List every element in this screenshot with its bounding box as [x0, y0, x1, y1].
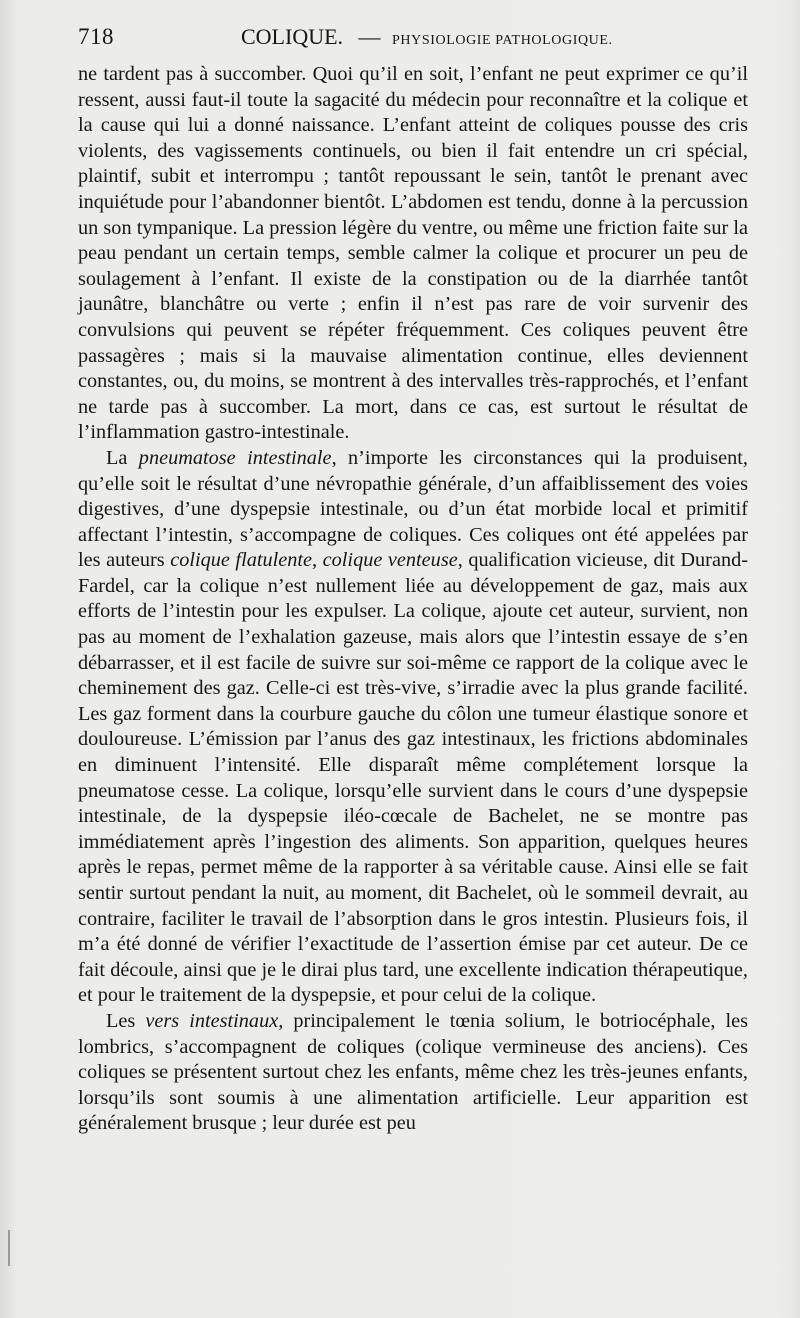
text-run: La: [106, 446, 139, 469]
italic-term: pneumatose intestinale: [138, 446, 332, 469]
italic-term: colique flatulente: [170, 549, 313, 572]
paragraph-p2: [78, 446, 748, 1009]
page-number: 718: [78, 24, 114, 49]
text-run: , qualification vicieuse, dit Durand-Fardel, car la colique n’est nullement liée au développement de gaz, mais aux efforts de l’intestin pour les expulser. La colique, ajoute cet auteur, survient, non pas au moment de l’exhalation gazeuse, mais alors que l’intestin essaye de s’en débarrasser, et il est facile de suivre sur soi-même ce rapport de la colique avec le cheminement des gaz. Celle-ci est très-vive, s’irradie avec la plus grande facilité. Les gaz forment dans la courbure gauche du côlon une tumeur élastique sonore et douloureuse. L’émission par l’anus des gaz intestinaux, les frictions abdominales en diminuent l’intensité. Elle disparaît même complétement lorsque la pneumatose cesse. La colique, lorsqu’elle survient dans le cours d’une dyspepsie intestinale, de la dyspepsie iléo-cœcale de Bachelet, ne se montre pas immédiatement après l’ingestion des aliments. Son apparition, quelques heures après le repas, permet même de la rapporter à sa véritable cause. Ainsi elle se fait sentir surtout pendant la nuit, au moment, dit Bachelet, où le sommeil devrait, au contraire, faciliter le travail de l’absorption dans le gros intestin. Plusieurs fois, il m’a été donné de vérifier l’exactitude de l’assertion émise par cet auteur. De ce fait découle, ainsi que je le dirai plus tard, une excellente indication thérapeutique, et pour le traitement de la dyspepsie, et pour celui de la colique.: [78, 549, 748, 1007]
italic-term: colique venteuse: [322, 549, 458, 572]
text-run: , n’importe les circonstances qui la produisent, qu’elle soit le résultat d’une névropathie générale, d’un affaiblissement des voies digestives, d’une dyspepsie intestinale, ou d’un état morbide local et primitif affectant l’intestin, s’accompagne de coliques. Ces coliques ont été appelées par les auteurs: [78, 446, 749, 572]
italic-term: vers intestinaux: [145, 1009, 279, 1032]
text-run: , principalement le tœnia solium, le botriocéphale, les lombrics, s’accompagnent de coliques (colique vermineuse des anciens). Ces coliques se présentent surtout chez les enfants, même chez les très-jeunes enfants, lorsqu’ils sont soumis à une alimentation artificielle. Leur apparition est généralement brusque ; leur durée est peu: [78, 1009, 748, 1135]
running-head-dash: —: [358, 24, 381, 49]
page-header: [78, 24, 758, 54]
body-text: [78, 62, 748, 1137]
page-edge-mark: [8, 1230, 10, 1266]
paragraph-p1: [78, 62, 748, 446]
running-head-title: COLIQUE.: [241, 24, 344, 49]
text-run: ne tardent pas à succomber. Quoi qu’il en soit, l’enfant ne peut exprimer ce qu’il ressent, aussi faut-il toute la sagacité du médecin pour reconnaître et la colique et la cause qui lui a donné naissance. L’enfant atteint de coliques pousse des cris violents, des vagissements continuels, ou bien il fait entendre un cri spécial, plaintif, subit et interrompu ; tantôt repoussant le sein, tantôt le prenant avec inquiétude pour l’abandonner bientôt. L’abdomen est tendu, donne à la percussion un son tympanique. La pression légère du ventre, ou même une friction faite sur la peau pendant un certain temps, semble calmer la colique et procurer un peu de soulagement à l’enfant. Il existe de la constipation ou de la diarrhée tantôt jaunâtre, blanchâtre ou verte ; enfin il n’est pas rare de voir survenir des convulsions qui peuvent se répéter fréquemment. Ces coliques peuvent être passagères ; mais si la mauvaise alimentation continue, elles deviennent constantes, ou, du moins, se montrent à des intervalles très-rapprochés, et l’enfant ne tarde pas à succomber. La mort, dans ce cas, est surtout le résultat de l’inflammation gastro-intestinale.: [78, 63, 748, 444]
paragraph-p3: [78, 1009, 748, 1137]
running-head-subtitle: PHYSIOLOGIE PATHOLOGIQUE.: [392, 33, 613, 48]
text-run: ,: [312, 549, 323, 572]
text-run: Les: [106, 1009, 146, 1032]
running-head: [241, 24, 613, 50]
